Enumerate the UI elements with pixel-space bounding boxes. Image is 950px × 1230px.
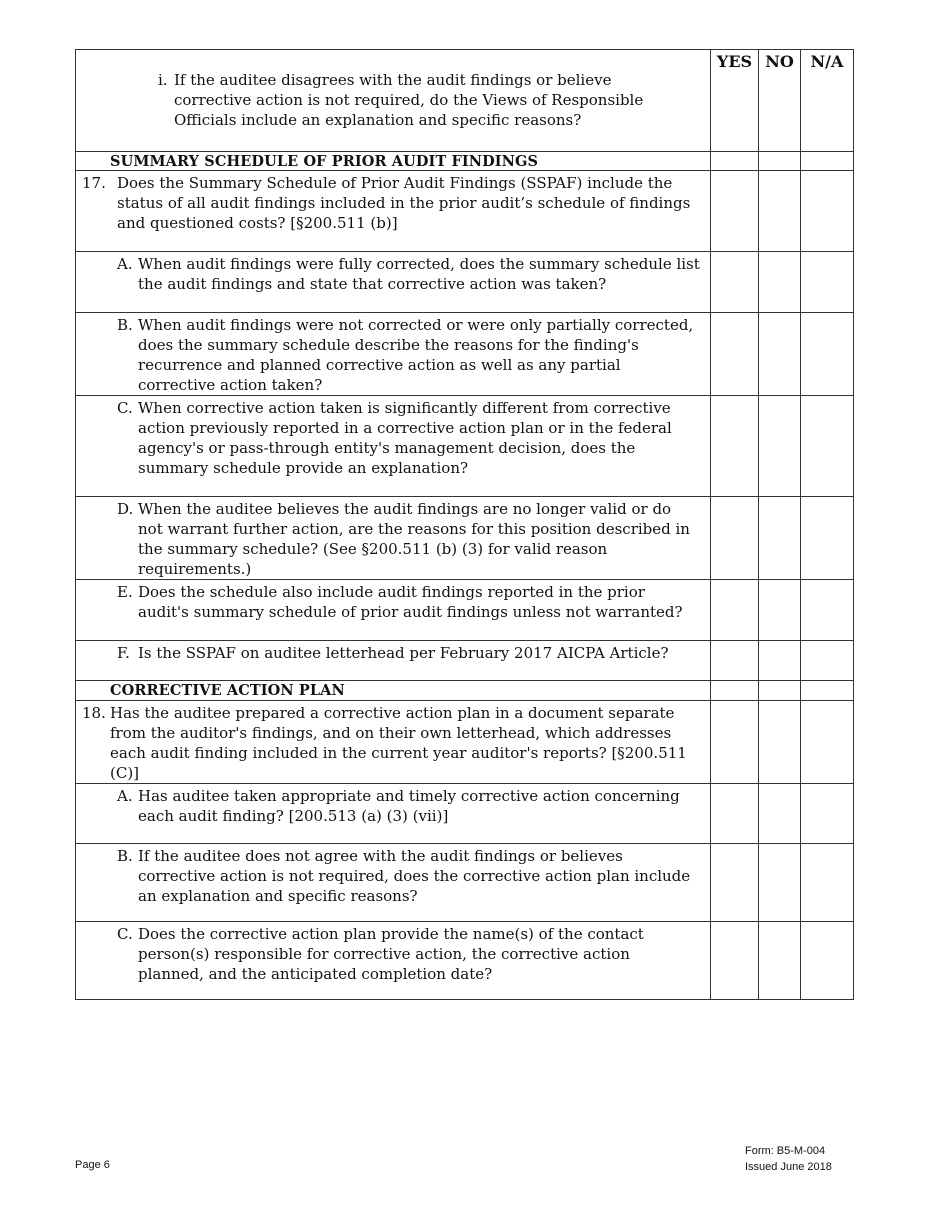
item-marker: A. xyxy=(117,255,133,273)
no-cell[interactable] xyxy=(759,844,801,922)
question-text: If the auditee disagrees with the audit findings or believe corrective action is not required, do the Views of Responsible Officials include an explanation and specific reasons? xyxy=(174,71,644,129)
yes-cell[interactable] xyxy=(711,396,759,497)
no-cell[interactable] xyxy=(759,171,801,252)
question-text: Does the schedule also include audit findings reported in the prior audit's summary schedule of prior audit findings unless not warranted? xyxy=(138,583,683,621)
section-row xyxy=(76,681,854,701)
page-number: Page 6 xyxy=(75,1159,110,1171)
question-cell xyxy=(76,497,711,580)
no-cell[interactable] xyxy=(759,681,801,701)
no-cell[interactable] xyxy=(759,396,801,497)
na-cell[interactable] xyxy=(801,396,854,497)
question-cell xyxy=(76,844,711,922)
table-row xyxy=(76,922,854,1000)
question-text: If the auditee does not agree with the audit findings or believes corrective action is not required, does the corrective action plan include an explanation and specific reasons? xyxy=(138,847,691,905)
yes-cell[interactable] xyxy=(711,171,759,252)
issue-date: Issued June 2018 xyxy=(745,1161,832,1173)
question-text: When corrective action taken is significantly different from corrective action previously reported in a corrective action plan or in the federal agency's or pass-through entity's management decision, does the summary schedule provide an explanation? xyxy=(138,399,672,477)
yes-cell[interactable] xyxy=(711,844,759,922)
na-cell[interactable] xyxy=(801,701,854,784)
yes-cell[interactable] xyxy=(711,701,759,784)
table-row xyxy=(76,497,854,580)
yes-cell[interactable] xyxy=(711,152,759,171)
no-cell[interactable] xyxy=(759,580,801,641)
section-heading-cap: CORRECTIVE ACTION PLAN xyxy=(76,681,711,701)
item-marker: B. xyxy=(117,316,133,334)
checklist-table xyxy=(75,49,854,1000)
item-marker: A. xyxy=(117,787,133,805)
no-cell[interactable] xyxy=(759,784,801,844)
question-text: Does the corrective action plan provide the name(s) of the contact person(s) responsible for corrective action, the corrective action planned, and the anticipated completion date? xyxy=(138,925,644,983)
question-cell xyxy=(76,641,711,681)
na-cell[interactable] xyxy=(801,641,854,681)
na-cell[interactable] xyxy=(801,171,854,252)
item-marker: i. xyxy=(158,71,168,89)
yes-cell[interactable] xyxy=(711,922,759,1000)
no-column-header: NO xyxy=(759,50,801,152)
checklist-sheet xyxy=(75,49,853,1000)
section-heading-sspaf: SUMMARY SCHEDULE OF PRIOR AUDIT FINDINGS xyxy=(76,152,711,171)
item-marker: C. xyxy=(117,399,133,417)
section-row xyxy=(76,152,854,171)
question-cell xyxy=(76,922,711,1000)
no-cell[interactable] xyxy=(759,252,801,313)
yes-cell[interactable] xyxy=(711,313,759,396)
question-cell xyxy=(76,171,711,252)
question-text: When the auditee believes the audit findings are no longer valid or do not warrant further action, are the reasons for this position described in the summary schedule? (See §200.511 (b) (3) for valid reason requirements.) xyxy=(138,500,690,578)
yes-cell[interactable] xyxy=(711,252,759,313)
na-cell[interactable] xyxy=(801,152,854,171)
form-info xyxy=(745,1143,832,1175)
table-row xyxy=(76,784,854,844)
question-text: Has the auditee prepared a corrective action plan in a document separate from the auditor's findings, and on their own letterhead, which addresses each audit finding included in the current year auditor's reports? [§200.511 (C)] xyxy=(110,704,687,782)
question-text: Has auditee taken appropriate and timely corrective action concerning each audit finding? [200.513 (a) (3) (vii)] xyxy=(138,787,680,825)
na-cell[interactable] xyxy=(801,681,854,701)
question-text: When audit findings were not corrected or were only partially corrected, does the summary schedule describe the reasons for the finding's recurrence and planned corrective action as well as any partial corrective action taken? xyxy=(138,316,694,394)
yes-cell[interactable] xyxy=(711,784,759,844)
question-cell xyxy=(76,784,711,844)
question-cell xyxy=(76,313,711,396)
question-text: Is the SSPAF on auditee letterhead per February 2017 AICPA Article? xyxy=(138,644,669,662)
na-cell[interactable] xyxy=(801,844,854,922)
na-cell[interactable] xyxy=(801,784,854,844)
na-cell[interactable] xyxy=(801,313,854,396)
no-cell[interactable] xyxy=(759,313,801,396)
table-row xyxy=(76,252,854,313)
question-cell xyxy=(76,252,711,313)
na-column-header: N/A xyxy=(801,50,854,152)
question-cell xyxy=(76,701,711,784)
table-row xyxy=(76,844,854,922)
yes-cell[interactable] xyxy=(711,681,759,701)
na-cell[interactable] xyxy=(801,252,854,313)
table-row xyxy=(76,580,854,641)
table-row xyxy=(76,396,854,497)
question-cell xyxy=(76,396,711,497)
no-cell[interactable] xyxy=(759,497,801,580)
yes-cell[interactable] xyxy=(711,497,759,580)
form-number: Form: B5-M-004 xyxy=(745,1145,826,1157)
na-cell[interactable] xyxy=(801,497,854,580)
item-marker: E. xyxy=(117,583,133,601)
no-cell[interactable] xyxy=(759,922,801,1000)
item-marker: F. xyxy=(117,644,130,662)
item-marker: 17. xyxy=(82,174,106,192)
item-marker: B. xyxy=(117,847,133,865)
yes-cell[interactable] xyxy=(711,580,759,641)
table-row xyxy=(76,701,854,784)
question-cell xyxy=(76,50,711,152)
question-text: When audit findings were fully corrected, does the summary schedule list the audit findings and state that corrective action was taken? xyxy=(138,255,700,293)
na-cell[interactable] xyxy=(801,922,854,1000)
item-marker: D. xyxy=(117,500,134,518)
table-row xyxy=(76,641,854,681)
no-cell[interactable] xyxy=(759,701,801,784)
table-row xyxy=(76,50,854,152)
no-cell[interactable] xyxy=(759,641,801,681)
table-row xyxy=(76,171,854,252)
question-cell xyxy=(76,580,711,641)
question-text: Does the Summary Schedule of Prior Audit Findings (SSPAF) include the status of all audit findings included in the prior audit’s schedule of findings and questioned costs? [§200.511 (b)] xyxy=(117,174,691,232)
table-row xyxy=(76,313,854,396)
yes-column-header: YES xyxy=(711,50,759,152)
yes-cell[interactable] xyxy=(711,641,759,681)
na-cell[interactable] xyxy=(801,580,854,641)
item-marker: C. xyxy=(117,925,133,943)
item-marker: 18. xyxy=(82,704,106,722)
no-cell[interactable] xyxy=(759,152,801,171)
